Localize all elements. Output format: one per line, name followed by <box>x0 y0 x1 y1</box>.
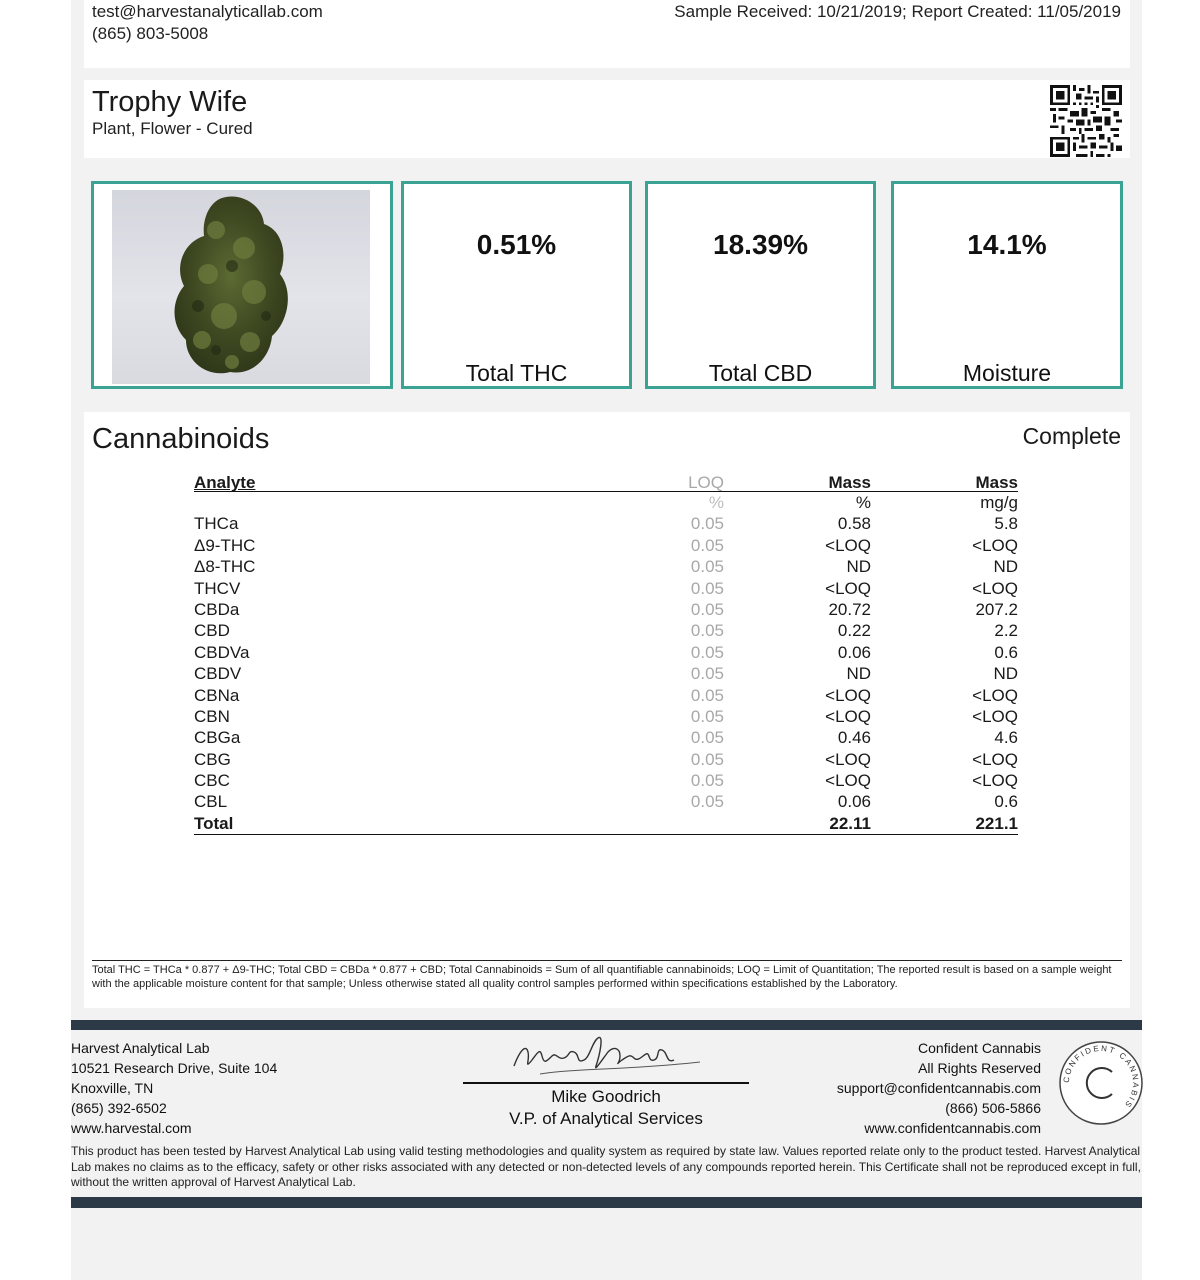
mass-mgg-value: 207.2 <box>975 599 1018 619</box>
loq-value: 0.05 <box>690 535 724 555</box>
qr-code-icon[interactable] <box>1050 85 1122 157</box>
mass-percent-value: 0.06 <box>837 642 871 662</box>
mass-percent-value: 20.72 <box>828 599 871 619</box>
loq-value: 0.05 <box>690 749 724 769</box>
provider-email[interactable]: support@confidentcannabis.com <box>836 1080 1041 1096</box>
signer-name: Mike Goodrich <box>551 1087 661 1106</box>
analyte-name: THCa <box>194 514 239 534</box>
analyte-name: THCV <box>194 578 241 598</box>
report-dates: Sample Received: 10/21/2019; Report Created: 11/05/2019 <box>674 2 1121 21</box>
sample-name: Trophy Wife <box>92 86 248 118</box>
total-mass-percent: 22.11 <box>829 813 871 833</box>
mass-mgg-value: <LOQ <box>972 771 1018 791</box>
mass-percent-value: 0.06 <box>837 792 871 812</box>
header-mass-percent: Mass <box>828 473 871 492</box>
mass-mgg-value: ND <box>993 664 1018 684</box>
analyte-name: CBDa <box>194 599 240 619</box>
unit-loq: % <box>708 493 724 512</box>
table-row <box>194 599 1018 620</box>
moisture-value: 14.1% <box>967 229 1047 260</box>
total-thc-label: Total THC <box>465 360 568 386</box>
analyte-name: CBN <box>194 706 230 726</box>
note-divider <box>92 960 1122 961</box>
mass-percent-value: <LOQ <box>825 706 871 726</box>
lab-name: Harvest Analytical Lab <box>71 1040 210 1056</box>
analyte-name: CBC <box>194 771 230 791</box>
flower-image <box>112 190 370 384</box>
moisture-tile <box>891 181 1123 389</box>
header-loq: LOQ <box>688 473 724 492</box>
loq-value: 0.05 <box>690 578 724 598</box>
analyte-name: CBL <box>194 792 228 812</box>
cannabinoids-title: Cannabinoids <box>92 423 270 455</box>
unit-mass-mgg: mg/g <box>980 493 1018 512</box>
table-row <box>194 727 1018 748</box>
mass-percent-value: <LOQ <box>825 749 871 769</box>
lab-city: Knoxville, TN <box>71 1080 154 1096</box>
mass-mgg-value: 4.6 <box>994 728 1018 748</box>
loq-value: 0.05 <box>690 664 724 684</box>
loq-value: 0.05 <box>690 599 724 619</box>
mass-percent-value: <LOQ <box>825 771 871 791</box>
mass-mgg-value: <LOQ <box>972 685 1018 705</box>
table-total-row <box>194 813 1018 835</box>
mass-mgg-value: 5.8 <box>994 514 1018 534</box>
total-cbd-tile <box>645 181 876 389</box>
lab-address: 10521 Research Drive, Suite 104 <box>71 1060 278 1076</box>
sample-photo[interactable] <box>112 190 370 384</box>
mass-mgg-value: <LOQ <box>972 749 1018 769</box>
mass-percent-value: 0.22 <box>837 621 871 641</box>
provider-phone: (866) 506-5866 <box>945 1100 1041 1116</box>
table-row <box>194 749 1018 770</box>
mass-mgg-value: ND <box>993 557 1018 577</box>
unit-mass-percent: % <box>855 493 871 512</box>
mass-percent-value: <LOQ <box>825 535 871 555</box>
table-row <box>194 620 1018 641</box>
loq-value: 0.05 <box>690 685 724 705</box>
loq-value: 0.05 <box>690 621 724 641</box>
header-analyte: Analyte <box>194 473 256 492</box>
analyte-name: CBG <box>194 749 231 769</box>
mass-percent-value: ND <box>846 557 871 577</box>
table-row <box>194 535 1018 556</box>
total-thc-value: 0.51% <box>476 229 557 260</box>
mass-mgg-value: 0.6 <box>994 642 1018 662</box>
loq-value: 0.05 <box>690 557 724 577</box>
mass-percent-value: <LOQ <box>825 578 871 598</box>
table-row <box>194 706 1018 727</box>
legal-disclaimer: This product has been tested by Harvest Analytical Lab using valid testing methodologies and quality system as required by state law. Values reported relate only to the product tested. Harvest Analytical Lab makes no claims as to the efficacy, safety or other risks associated with any detected or non-detected levels of any compounds reported herein. This Certificate shall not be reproduced except in full, without the written approval of Harvest Analytical Lab. <box>71 1144 1141 1189</box>
signature-image <box>510 1030 710 1082</box>
loq-value: 0.05 <box>690 706 724 726</box>
total-thc-tile <box>401 181 632 389</box>
total-cbd-label: Total CBD <box>708 360 813 386</box>
provider-rights: All Rights Reserved <box>918 1060 1041 1076</box>
mass-percent-value: ND <box>846 664 871 684</box>
mass-mgg-value: 0.6 <box>994 792 1018 812</box>
sample-type: Plant, Flower - Cured <box>92 119 253 138</box>
table-row <box>194 578 1018 599</box>
analyte-name: CBDV <box>194 664 242 684</box>
analyte-name: CBDVa <box>194 642 250 662</box>
contact-phone: (865) 803-5008 <box>92 24 209 43</box>
mass-percent-value: 0.46 <box>837 728 871 748</box>
loq-value: 0.05 <box>690 792 724 812</box>
table-row <box>194 770 1018 791</box>
table-row <box>194 556 1018 577</box>
footer-top-bar <box>71 1020 1142 1030</box>
lab-info <box>71 1038 277 1138</box>
loq-value: 0.05 <box>690 642 724 662</box>
provider-name: Confident Cannabis <box>918 1040 1041 1056</box>
table-row <box>194 513 1018 534</box>
lab-website[interactable]: www.harvestal.com <box>71 1120 192 1136</box>
loq-value: 0.05 <box>690 514 724 534</box>
analyte-name: CBGa <box>194 728 241 748</box>
cannabinoids-note: Total THC = THCa * 0.877 + Δ9-THC; Total CBD = CBDa * 0.877 + CBD; Total Cannabinoids = Sum of all quantifiable cannabinoids; LOQ = Limit of Quantitation; The reported result is based on a sample weight with the applicable moisture content for that sample; Unless otherwise stated all quality control samples performed within specifications established by the Laboratory. <box>92 964 1112 990</box>
total-cbd-value: 18.39% <box>713 229 808 260</box>
mass-mgg-value: <LOQ <box>972 535 1018 555</box>
mass-percent-value: <LOQ <box>825 685 871 705</box>
mass-mgg-value: <LOQ <box>972 706 1018 726</box>
signature-line <box>463 1082 749 1084</box>
total-label: Total <box>194 813 234 833</box>
cannabinoids-table <box>194 472 1018 835</box>
cannabinoids-status: Complete <box>1022 423 1121 449</box>
header-mass-mgg: Mass <box>975 473 1018 492</box>
moisture-label: Moisture <box>962 360 1052 386</box>
provider-website[interactable]: www.confidentcannabis.com <box>864 1120 1041 1136</box>
table-units-row <box>194 492 1018 513</box>
table-row <box>194 791 1018 812</box>
analyte-name: CBNa <box>194 685 240 705</box>
total-mass-mgg: 221.1 <box>975 813 1018 833</box>
svg-text:CONFIDENT CANNABIS: CONFIDENT CANNABIS <box>1061 1043 1141 1111</box>
lab-phone: (865) 392-6502 <box>71 1100 167 1116</box>
mass-mgg-value: 2.2 <box>994 621 1018 641</box>
signer-title: V.P. of Analytical Services <box>509 1109 703 1128</box>
loq-value: 0.05 <box>690 728 724 748</box>
contact-email: test@harvestanalyticallab.com <box>92 2 323 21</box>
footer-bottom-bar <box>71 1197 1142 1208</box>
mass-mgg-value: <LOQ <box>972 578 1018 598</box>
analyte-name: Δ8-THC <box>194 557 256 577</box>
table-row <box>194 685 1018 706</box>
analyte-name: CBD <box>194 621 230 641</box>
analyte-name: Δ9-THC <box>194 535 256 555</box>
table-row <box>194 642 1018 663</box>
table-row <box>194 663 1018 684</box>
table-header-row <box>194 472 1018 492</box>
confident-cannabis-logo-icon <box>1058 1040 1144 1126</box>
loq-value: 0.05 <box>690 771 724 791</box>
provider-info <box>837 1038 1041 1138</box>
sample-photo-tile <box>91 181 393 389</box>
mass-percent-value: 0.58 <box>837 514 871 534</box>
